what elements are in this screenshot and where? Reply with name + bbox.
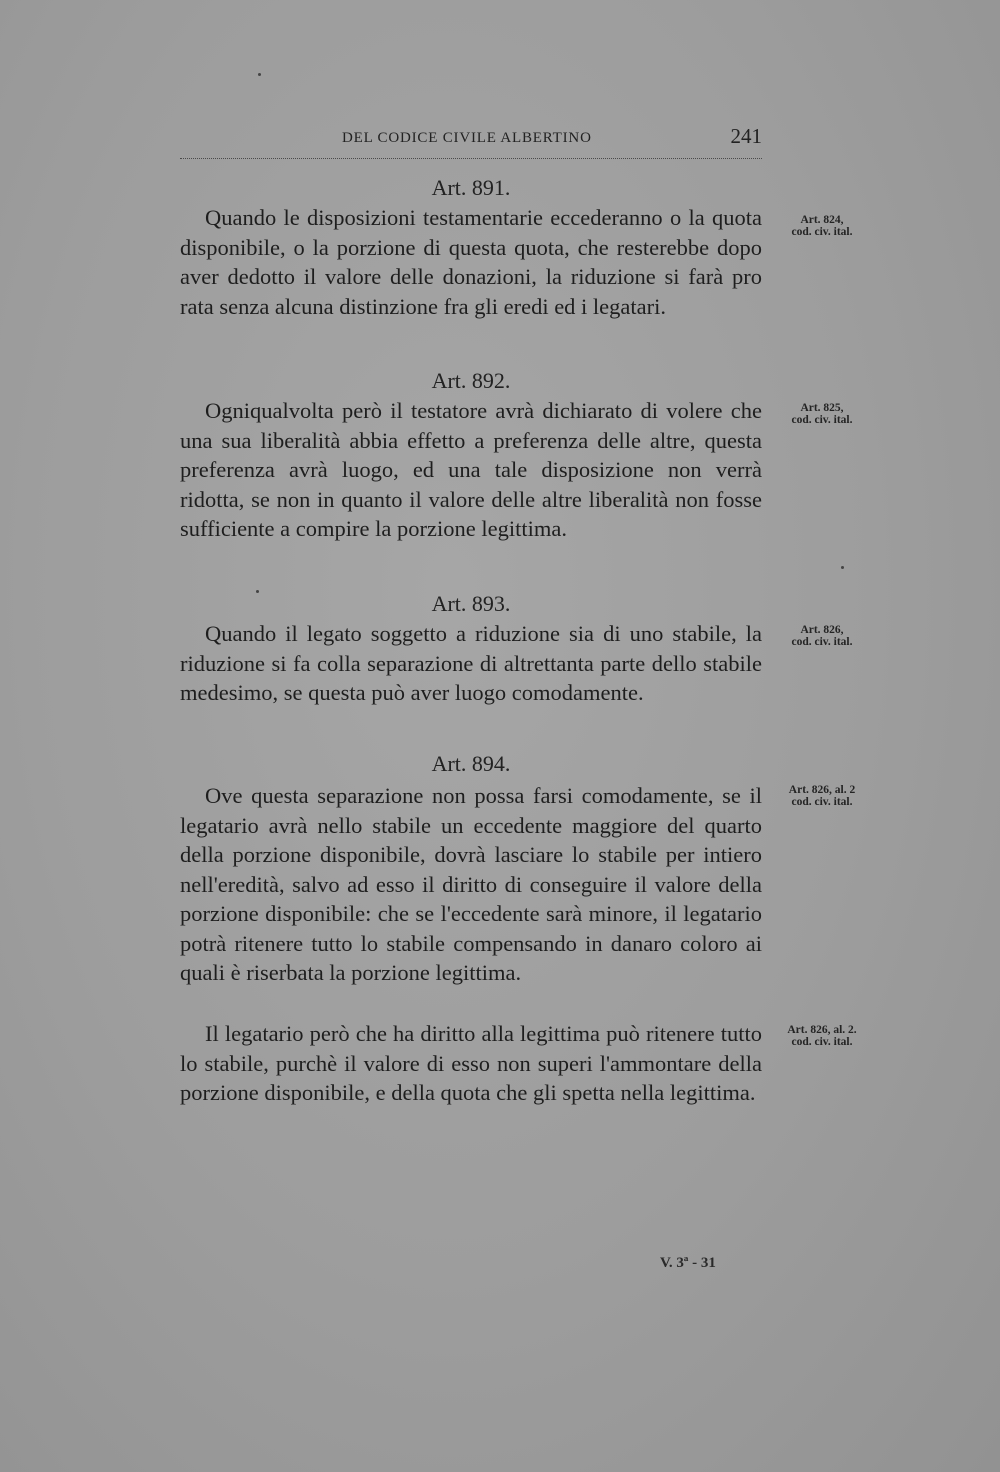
paper-speck <box>841 566 844 569</box>
margin-note-article-ref: Art. 826, al. 2 <box>788 784 856 796</box>
article-892-paragraph: Ogniqualvolta però il testatore avrà dichiarato di volere che una sua liberalità abbia effetto a preferenza delle altre, questa preferenza avrà luogo, ed una tale disposizione non verrà ridotta, se non in quanto il valore delle altre liberalità non fosse sufficiente a compire la porzione legittima. <box>180 398 762 541</box>
margin-note-code-ref: cod. civ. ital. <box>791 414 853 426</box>
margin-note-art-825 <box>774 402 870 426</box>
page-number: 241 <box>730 124 762 148</box>
margin-note-art-826-al-2 <box>774 784 870 808</box>
margin-note-article-ref: Art. 826, <box>800 624 844 636</box>
running-title: DEL CODICE CIVILE ALBERTINO <box>342 130 592 146</box>
margin-note-article-ref: Art. 825, <box>800 402 844 414</box>
running-head <box>180 126 762 159</box>
article-heading-891: Art. 891. <box>431 175 511 200</box>
margin-note-article-ref: Art. 826, al. 2. <box>787 1024 857 1036</box>
margin-note-code-ref: cod. civ. ital. <box>791 636 853 648</box>
article-891-paragraph: Quando le disposizioni testamentarie eccederanno o la quota disponibile, o la porzione di questa quota, che resterebbe dopo aver dedotto il valore delle donazioni, la riduzione si farà pro rata senza alcuna distinzione fra gli eredi ed i legatari. <box>180 205 762 319</box>
margin-note-art-826 <box>774 624 870 648</box>
paper-speck <box>256 590 259 593</box>
article-heading-894: Art. 894. <box>431 751 511 776</box>
margin-note-code-ref: cod. civ. ital. <box>791 796 853 808</box>
margin-note-code-ref: cod. civ. ital. <box>791 1036 853 1048</box>
article-894-paragraph-1: Ove questa separazione non possa farsi comodamente, se il legatario avrà nello stabile un eccedente maggiore del quarto della porzione disponibile, dovrà lasciare lo stabile per intiero nell'eredità, salvo ad esso il diritto di conseguire il valore della porzione disponibile: che se l'eccedente sarà minore, il legatario potrà ritenere tutto lo stabile compensando in danaro coloro ai quali è riserbata la porzione legittima. <box>180 783 762 985</box>
margin-note-art-826-al-2-second <box>774 1024 870 1048</box>
margin-note-art-824 <box>774 214 870 238</box>
article-heading-892: Art. 892. <box>431 368 511 393</box>
article-894-paragraph-2: Il legatario però che ha diritto alla legittima può ritenere tutto lo stabile, purchè il valore di esso non superi l'ammontare della porzione disponibile, e della quota che gli spetta nella legittima. <box>180 1021 762 1105</box>
paper-speck <box>258 73 261 76</box>
article-heading-893: Art. 893. <box>431 591 511 616</box>
margin-note-article-ref: Art. 824, <box>800 214 844 226</box>
article-893-paragraph: Quando il legato soggetto a riduzione sia di uno stabile, la riduzione si fa colla separazione di altrettanta parte dello stabile medesimo, se questa può aver luogo comodamente. <box>180 621 762 705</box>
margin-note-code-ref: cod. civ. ital. <box>791 226 853 238</box>
printer-signature: V. 3ª - 31 <box>660 1255 716 1271</box>
